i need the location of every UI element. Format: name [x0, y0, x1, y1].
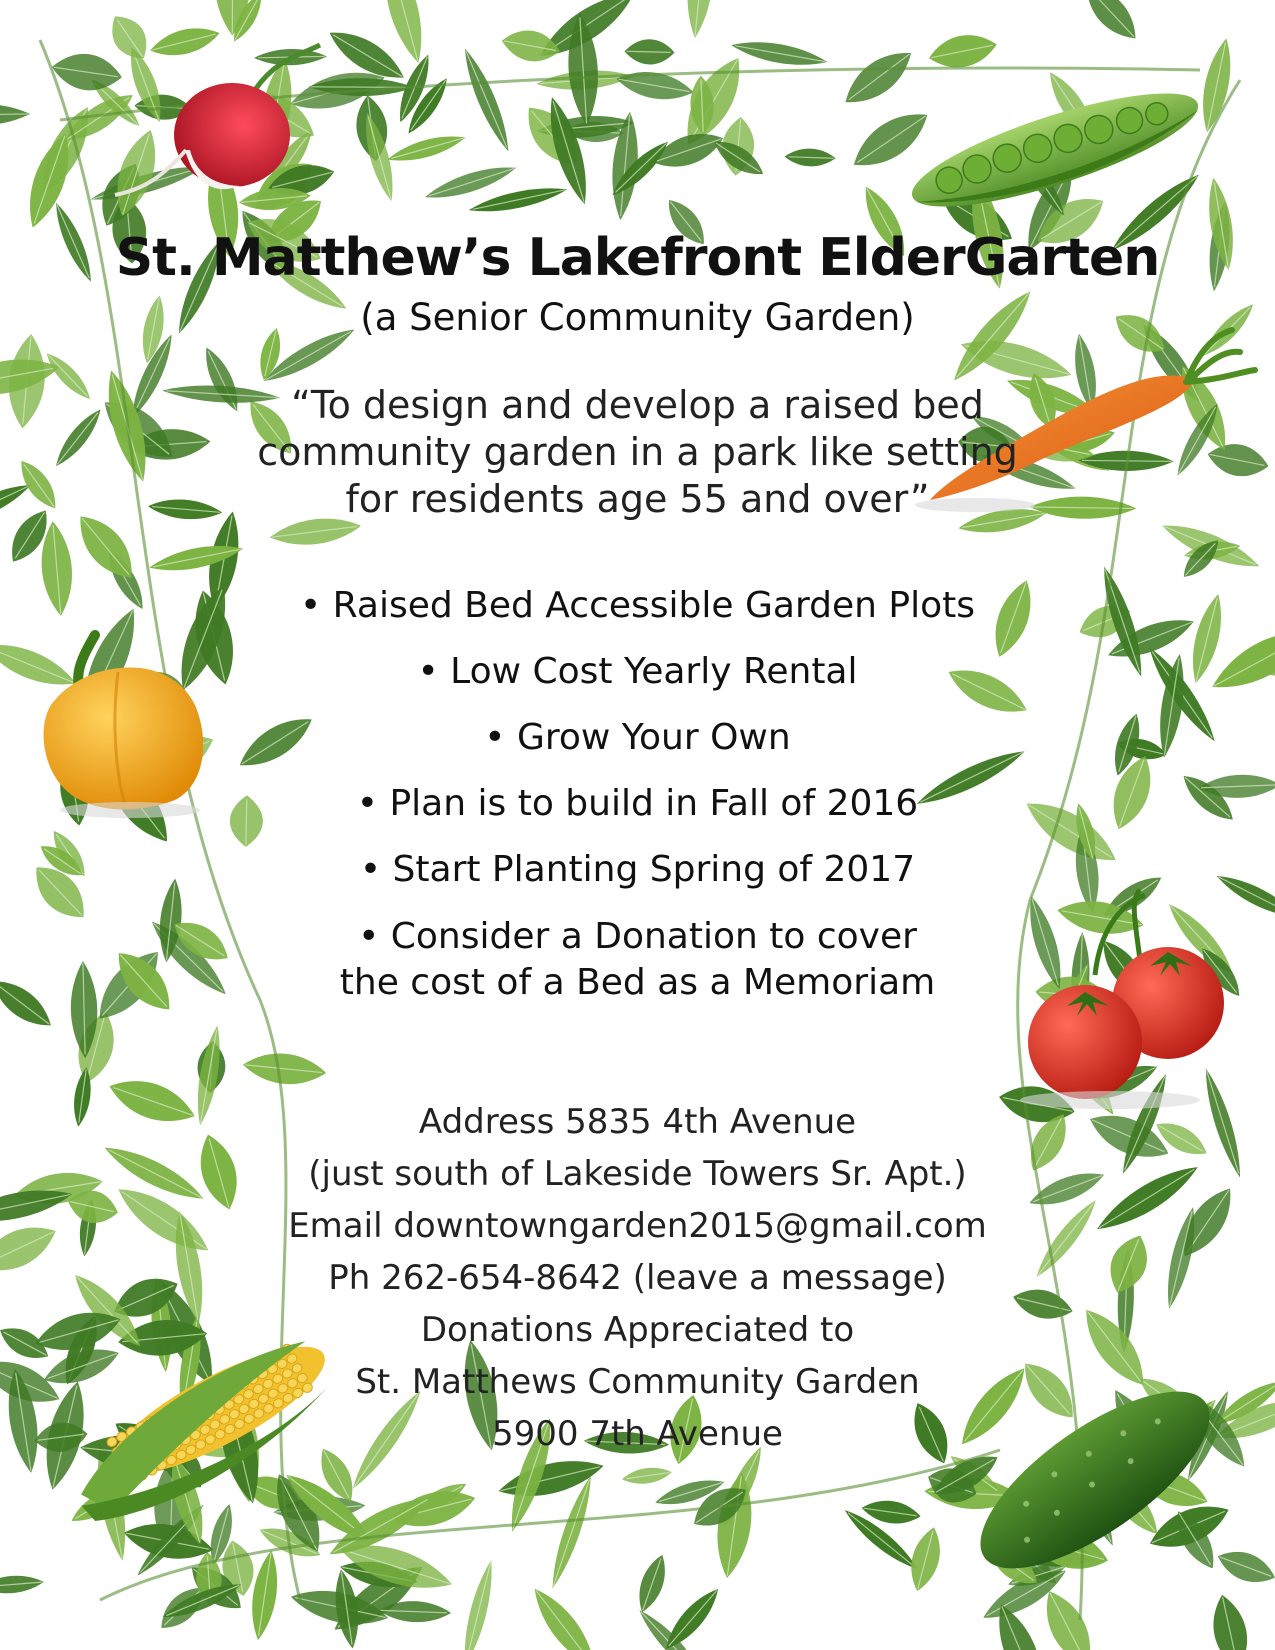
feature-item: • Plan is to build in Fall of 2016 [356, 783, 919, 824]
donations-recipient: St. Matthews Community Garden [355, 1362, 920, 1402]
address-line: Address 5835 4th Avenue [418, 1102, 857, 1142]
flyer-subtitle: (a Senior Community Garden) [360, 296, 915, 339]
donation-line: the cost of a Bed as a Memoriam [339, 962, 936, 1003]
leaf [457, 1558, 499, 1650]
phone-line: Ph 262-654-8642 (leave a message) [328, 1258, 947, 1298]
leaf-vein [553, 1480, 589, 1587]
feature-item: • Raised Bed Accessible Garden Plots [300, 585, 975, 626]
leaf [1206, 1592, 1254, 1650]
leaf-vein [429, 168, 514, 196]
feature-list [0, 584, 1275, 1006]
donation-line: • Consider a Donation to cover [358, 916, 917, 957]
leaf-vein [466, 50, 507, 147]
leaf [1076, 0, 1145, 48]
mission-line: for residents age 55 and over” [345, 477, 930, 521]
leaf [683, 0, 717, 39]
feature-item: • Grow Your Own [484, 717, 791, 758]
donations-address: 5900 7th Avenue [492, 1414, 783, 1454]
feature-item: • Start Planting Spring of 2017 [359, 849, 916, 890]
address-note: (just south of Lakeside Towers Sr. Apt.) [308, 1154, 967, 1194]
mission-line: “To design and develop a raised bed [291, 383, 984, 427]
donation-feature-item [0, 914, 1275, 1006]
leaf-vein [669, 1590, 717, 1645]
donations-heading: Donations Appreciated to [420, 1310, 855, 1350]
feature-item: • Low Cost Yearly Rental [417, 651, 858, 692]
contact-info [0, 1096, 1275, 1460]
mission-line: community garden in a park like setting [257, 430, 1018, 474]
flyer-title: St. Matthew’s Lakefront ElderGarten [115, 228, 1160, 288]
leaf [1213, 1544, 1275, 1591]
email-line: Email downtowngarden2015@gmail.com [288, 1206, 987, 1246]
leaf-vein [232, 0, 233, 34]
mission-statement [0, 382, 1275, 523]
